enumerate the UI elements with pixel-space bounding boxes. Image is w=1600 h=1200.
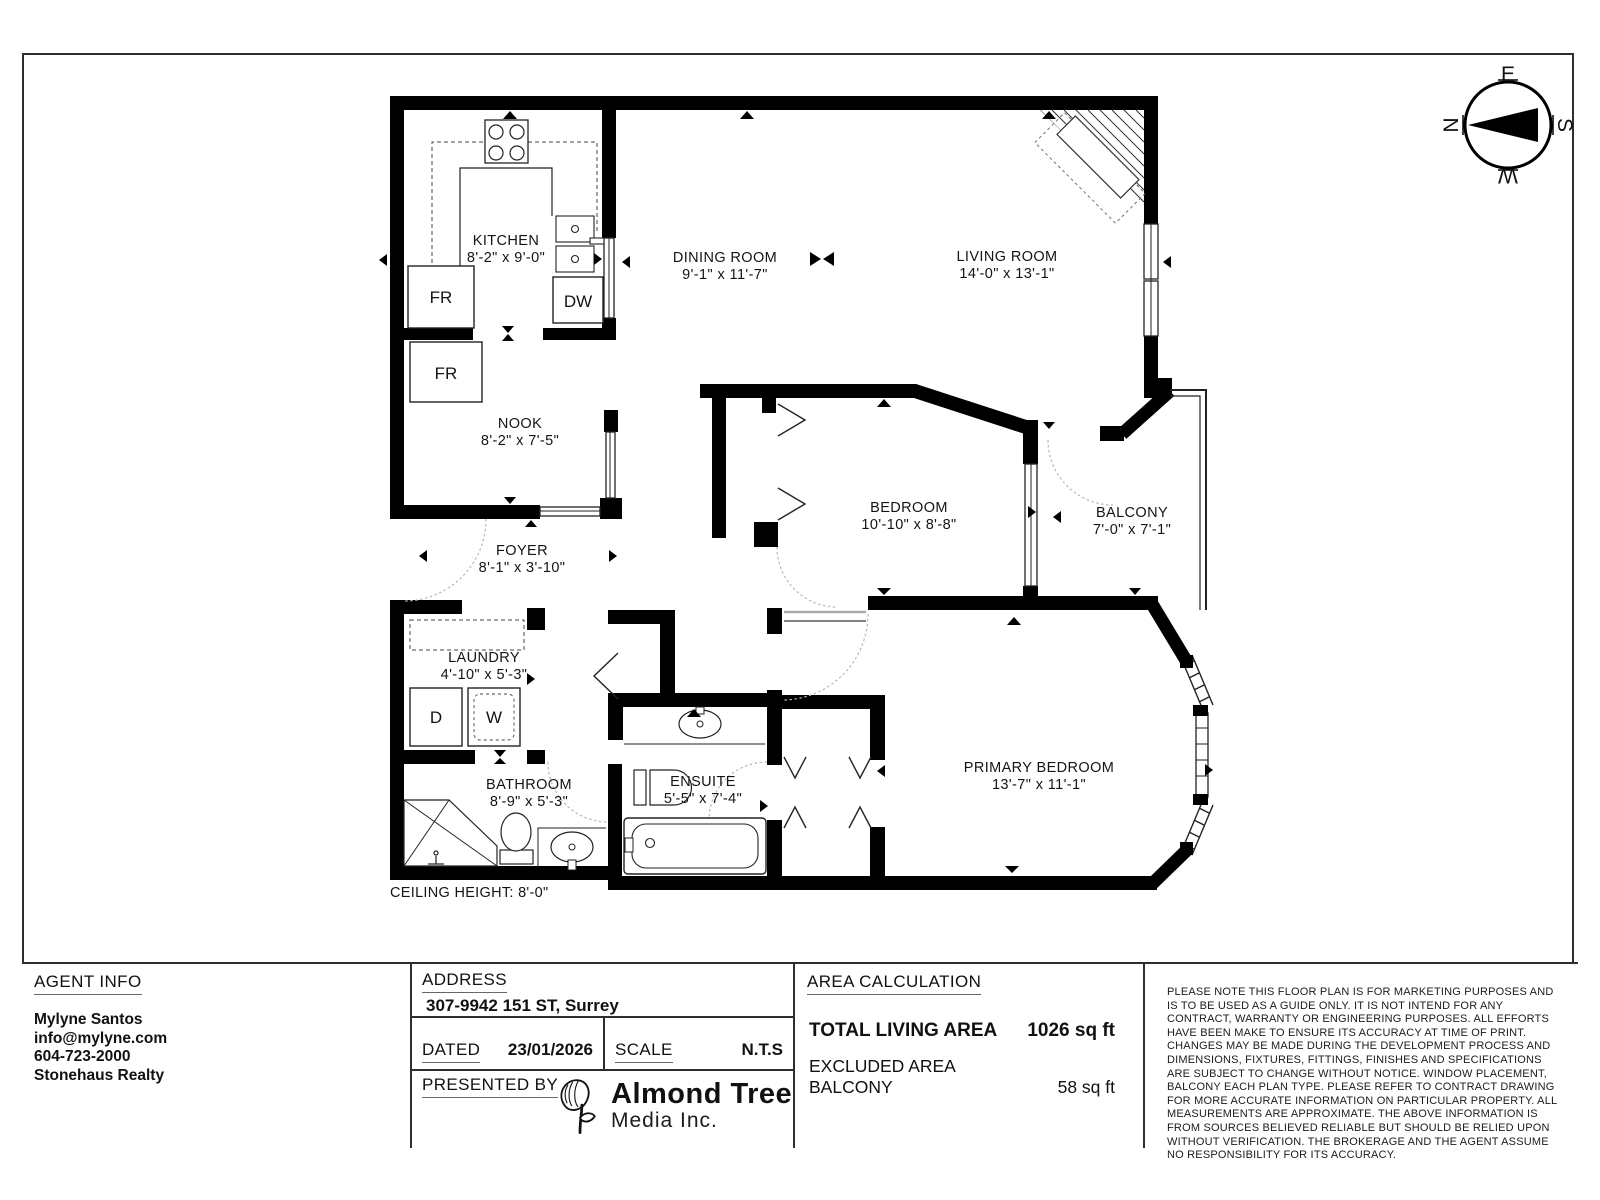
scale-cell [605,1018,793,1069]
room-dims-dining-room: 9'-1" x 11'-7" [682,267,768,283]
address-value: 307-9942 151 ST, Surrey [426,996,619,1015]
room-label-bathroom: BATHROOM [486,777,572,793]
fireplace [1035,110,1145,223]
disclaimer-text: PLEASE NOTE THIS FLOOR PLAN IS FOR MARKETING PURPOSES AND IS TO BE USED AS A GUIDE ONLY. IT IS NOT INTEND FOR ANY CONTRACT, WARRANTY OR ENGINEERING PURPOSES. ALL EFFORTS HAVE BEEN MAKE TO ENSURE ITS ACCURACY AT TIME OF PRINT. CHANGES MAY BE MADE DURING THE DEVELOPMENT PROCESS AND DIMENSIONS, FIXTURES, FITTINGS, FINISHES AND SPECIFICATIONS ARE SUBJECT TO CHANGE WITHOUT NOTICE. WINDOW PLACEMENT, BALCONY EACH PLAN TYPE. PLEASE REFER TO CONTRACT DRAWING FOR MORE ACCURATE INFORMATION ON PARTICULAR PROPERTY. ALL MEASUREMENTS ARE APPROXIMATE. THE ABOVE INFORMATION IS FROM SOURCES BELIEVED RELIABLE BUT SHOULD BE RELIED UPON WITHOUT VERIFICATION. THE BROKERAGE AND THE AGENT ASSUME NO RESPONSIBILITY FOR ITS ACCURACY. [1167,986,1557,1162]
appliance-label-fr-0: FR [429,288,453,307]
compass-needle [1468,108,1538,142]
room-dims-kitchen: 8'-2" x 9'-0" [466,250,546,266]
presented-by-row [412,1071,793,1148]
info-table [22,962,1578,1162]
room-dims-bedroom: 10'-10" x 8'-8" [861,517,957,533]
room-labels [441,233,1171,810]
room-dims-nook: 8'-2" x 7'-5" [480,433,560,449]
entry-door-arc [404,519,486,601]
balcony-door-arc [1048,440,1113,505]
ceiling-height-note [390,885,548,901]
agent-name: Mylyne Santos [34,1011,143,1028]
agent-info-title: AGENT INFO [34,972,142,995]
room-dims-primary-bedroom: 13'-7" x 11'-1" [991,777,1087,793]
address-row [412,964,793,1018]
almond-sprout-icon [557,1075,603,1137]
dated-title: DATED [422,1040,480,1063]
appliance-label-d-3: D [429,708,443,727]
room-label-foyer: FOYER [496,543,548,559]
compass-letter-s: S [1553,117,1576,133]
windows [540,224,1158,586]
bedroom-door-arc [777,547,837,607]
excluded-area-label: EXCLUDED AREA [809,1056,956,1076]
agent-email: info@mylyne.com [34,1029,168,1047]
room-label-nook: NOOK [497,416,543,432]
toilet-bowl [501,813,531,851]
room-dims-bathroom: 8'-9" x 5'-3" [489,794,569,810]
scale-value: N.T.S [741,1040,783,1059]
room-label-balcony: BALCONY [1095,505,1169,521]
presented-by-title: PRESENTED BY [422,1075,558,1098]
compass-letter-w: W [1498,164,1518,187]
appliance-label-w-4: W [485,708,503,727]
excluded-area-item: BALCONY [809,1077,893,1097]
scale-title: SCALE [615,1040,673,1063]
logo-line2: Media Inc. [611,1109,718,1132]
balcony-railing [1170,390,1206,610]
compass [1440,63,1576,187]
area-calculation-cell [795,964,1145,1148]
area-calculation-title: AREA CALCULATION [807,972,981,995]
room-label-kitchen: KITCHEN [472,233,540,249]
agent-info-cell [22,964,412,1148]
bathroom-sink [551,832,593,862]
excluded-area-value: 58 sq ft [1057,1077,1115,1097]
disclaimer-cell [1145,964,1578,1162]
room-label-bedroom: BEDROOM [870,500,948,516]
bathroom-fixtures [404,800,606,870]
dimension-markers [379,111,1213,873]
total-living-area-value: 1026 sq ft [1027,1020,1115,1041]
bay-window [1180,655,1213,855]
address-block [412,964,795,1148]
ceiling-height-text: CEILING HEIGHT: 8'-0" [390,885,549,901]
room-label-living-room: LIVING ROOM [956,249,1058,265]
ensuite-toilet-tank [634,770,646,805]
room-label-laundry: LAUNDRY [448,650,520,666]
room-dims-foyer: 8'-1" x 3'-10" [478,560,566,576]
primary-bedroom-door-leaf [784,612,866,621]
room-dims-ensuite: 5'-5" x 7'-4" [663,791,743,807]
toilet-tank [500,850,533,864]
room-label-primary-bedroom: PRIMARY BEDROOM [963,760,1115,776]
appliance-label-fr-1: FR [434,364,458,383]
address-title: ADDRESS [422,970,507,993]
total-living-area-label: TOTAL LIVING AREA [809,1020,998,1041]
agent-phone: 604-723-2000 [34,1048,131,1065]
room-dims-living-room: 14'-0" x 13'-1" [959,266,1055,282]
almond-tree-logo [557,1075,792,1137]
room-label-ensuite: ENSUITE [670,774,736,790]
dated-scale-row [412,1018,793,1071]
compass-letter-n: N [1440,117,1463,133]
room-dims-laundry: 4'-10" x 5'-3" [440,667,528,683]
kitchen-sink [556,216,604,272]
agent-brokerage: Stonehaus Realty [34,1066,165,1084]
compass-letter-e: E [1500,63,1516,86]
appliance-label-dw-2: DW [563,292,593,311]
dated-cell [412,1018,605,1069]
diagonal-walls [915,391,1187,884]
dated-value: 23/01/2026 [507,1040,593,1059]
room-dims-balcony: 7'-0" x 7'-1" [1092,522,1172,538]
primary-bedroom-door-arc [782,614,868,700]
laundry-fixtures [410,620,524,746]
room-label-dining-room: DINING ROOM [672,250,778,266]
bathtub [624,818,766,874]
logo-line1: Almond Tree [611,1078,793,1110]
